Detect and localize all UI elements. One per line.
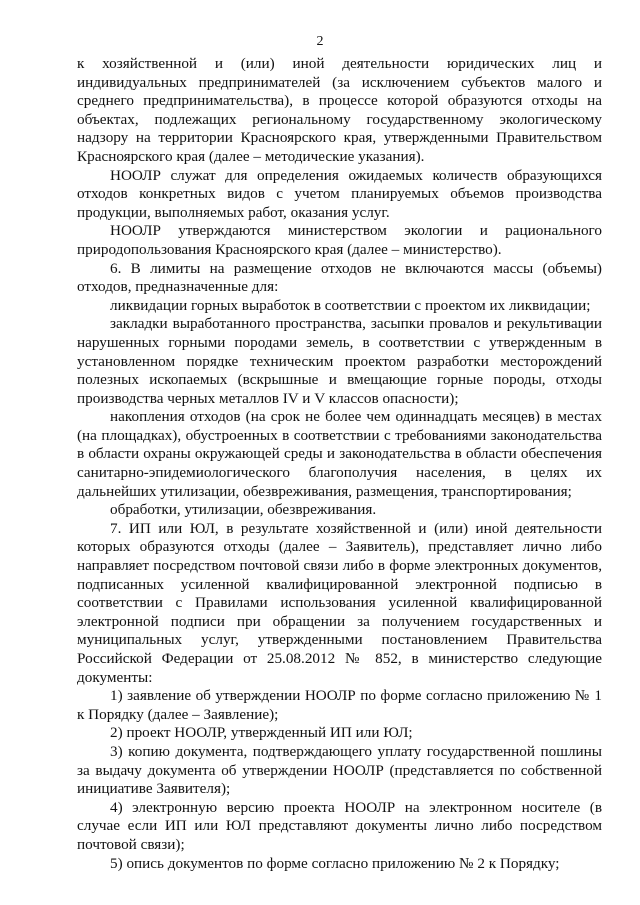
- list-item-1: 1) заявление об утверждении НООЛР по форме согласно приложению № 1 к Порядку (далее – Заявление);: [77, 687, 602, 723]
- paragraph-noolr-purpose: НООЛР служат для определения ожидаемых количеств образующихся отходов конкретных видов с учетом планируемых объемов производства продукции, выполняемых работ, оказания услуг.: [77, 166, 602, 221]
- list-item-2: 2) проект НООЛР, утвержденный ИП или ЮЛ;: [110, 724, 413, 742]
- paragraph-noolr-approval: НООЛР утверждаются министерством экологии и рационального природопользования Красноярского края (далее – министерство).: [77, 222, 602, 258]
- document-body: [77, 55, 602, 873]
- paragraph-methodical-guidelines-continuation: к хозяйственной и (или) иной деятельности юридических лиц и индивидуальных предпринимателей (за исключением субъектов малого и среднего предпринимательства), в процессе которой образуются отходы на объектах, подлежащих региональному государственному экологическому надзору на территории Красноярского края, утвержденными Правительством Красноярского края (далее – методические указания).: [77, 55, 602, 165]
- list-item-5: 5) опись документов по форме согласно приложению № 2 к Порядку;: [110, 854, 560, 872]
- page-number: 2: [316, 34, 324, 49]
- list-item-4: 4) электронную версию проекта НООЛР на электронном носителе (в случае если ИП или ЮЛ представляют документы лично либо посредством почтовой связи);: [77, 798, 602, 853]
- paragraph-liquidation: ликвидации горных выработок в соответствии с проектом их ликвидации;: [110, 296, 591, 314]
- paragraph-item-6: 6. В лимиты на размещение отходов не включаются массы (объемы) отходов, предназначенные для:: [77, 259, 602, 296]
- list-item-3: 3) копию документа, подтверждающего уплату государственной пошлины за выдачу документа об утверждении НООЛР (представляется по собственной инициативе Заявителя);: [77, 742, 602, 798]
- paragraph-backfilling: закладки выработанного пространства, засыпки провалов и рекультивации нарушенных горными породами земель, в соответствии с утвержденным в установленном порядке техническим проектом разработки месторождений полезных ископаемых (вскрышные и вмещающие горные породы, отходы производства черных металлов IV и V классов опасности);: [77, 315, 602, 407]
- paragraph-accumulation: накопления отходов (на срок не более чем одиннадцать месяцев) в местах (на площадках), обустроенных в соответствии с требованиями законодательства в области охраны окружающей среды и законодательства в области обеспечения санитарно-эпидемиологического благополучия населения, в целях их дальнейших утилизации, обезвреживания, размещения, транспортирования;: [77, 408, 602, 500]
- paragraph-item-7: 7. ИП или ЮЛ, в результате хозяйственной и (или) иной деятельности которых образуются отходы (далее – Заявитель), представляет лично либо направляет посредством почтовой связи либо в форме электронных документов, подписанных усиленной квалифицированной электронной подписью в соответствии с Правилами использования усиленной квалифицированной электронной подписи при обращении за получением государственных и муниципальных услуг, утвержденными постановлением Правительства Российской Федерации от 25.08.2012 № 852, в министерство следующие документы:: [77, 519, 602, 686]
- paragraph-processing: обработки, утилизации, обезвреживания.: [110, 501, 377, 519]
